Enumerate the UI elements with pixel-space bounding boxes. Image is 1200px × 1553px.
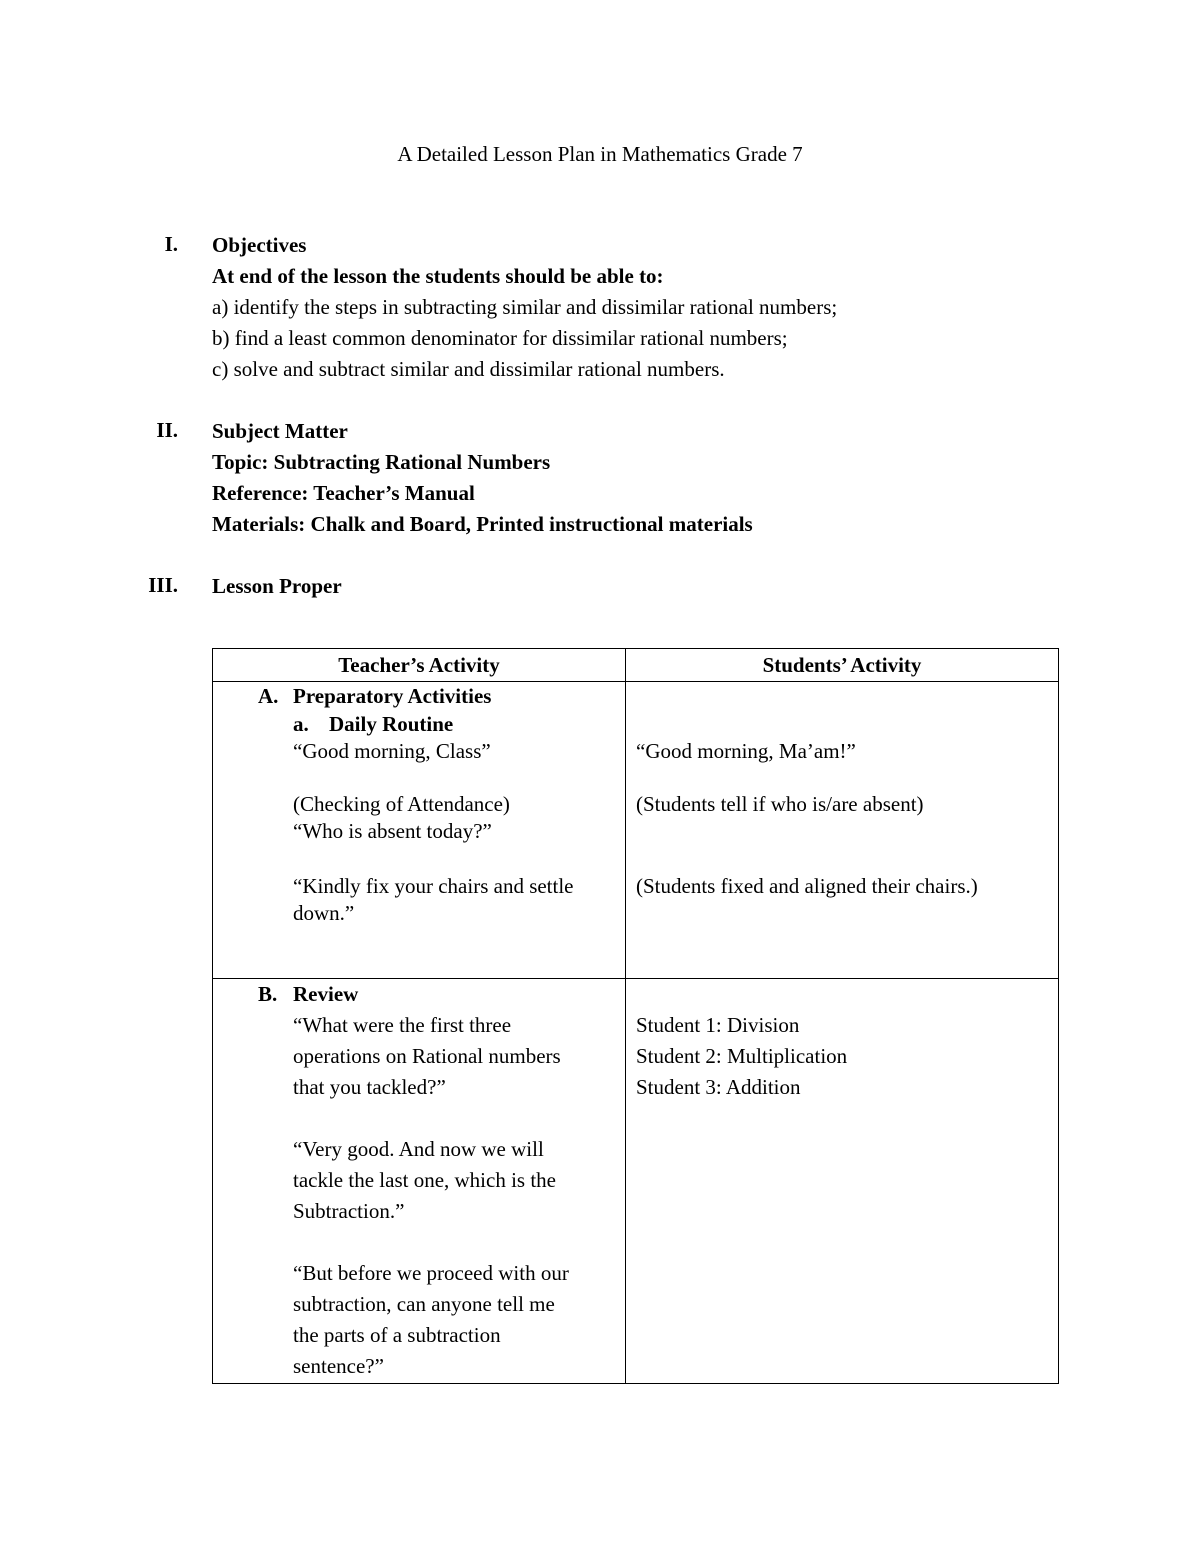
teacher-activity-header: Teacher’s Activity [213, 649, 626, 682]
objective-item: c) solve and subtract similar and dissimilar rational numbers. [212, 357, 725, 381]
objective-item: a) identify the steps in subtracting similar and dissimilar rational numbers; [212, 295, 838, 319]
students-activity-header: Students’ Activity [626, 649, 1059, 682]
review-teacher-line: the parts of a subtraction [293, 1323, 501, 1347]
lesson-proper-heading: Lesson Proper [212, 574, 342, 598]
materials-line: Materials: Chalk and Board, Printed instructional materials [212, 512, 753, 536]
daily-routine-label: a. [293, 712, 309, 736]
review-teacher-line: “What were the first three [293, 1013, 512, 1037]
section-a-label: A. [258, 684, 279, 708]
daily-routine-title: Daily Routine [329, 712, 454, 736]
topic-line: Topic: Subtracting Rational Numbers [212, 450, 551, 474]
review-teacher-line: subtraction, can anyone tell me [293, 1292, 555, 1316]
document-title: A Detailed Lesson Plan in Mathematics Grade 7 [397, 142, 803, 166]
objective-item: b) find a least common denominator for dissimilar rational numbers; [212, 326, 788, 350]
objectives-numeral: I. [164, 232, 178, 256]
review-teacher-line: tackle the last one, which is the [293, 1168, 557, 1192]
students-cell-review [626, 979, 1059, 1384]
teacher-absent-question: “Who is absent today?” [293, 819, 492, 843]
review-teacher-line: “Very good. And now we will [293, 1137, 544, 1161]
reference-line: Reference: Teacher’s Manual [212, 481, 475, 505]
teacher-cell-review [213, 979, 626, 1384]
subject-matter-numeral: II. [156, 418, 178, 442]
review-teacher-line: that you tackled?” [293, 1075, 446, 1099]
review-teacher-line: “But before we proceed with our [293, 1261, 569, 1285]
students-chairs: (Students fixed and aligned their chairs.) [636, 874, 978, 898]
teacher-greeting: “Good morning, Class” [293, 739, 491, 763]
teacher-attendance: (Checking of Attendance) [293, 792, 510, 816]
review-teacher-line: Subtraction.” [293, 1199, 405, 1223]
review-teacher-line: sentence?” [293, 1354, 384, 1378]
review-student-answer: Student 1: Division [636, 1013, 800, 1037]
section-a-title: Preparatory Activities [293, 684, 492, 708]
activity-table [212, 648, 1059, 1384]
teacher-cell-preparatory [213, 682, 626, 979]
section-b-label: B. [258, 982, 278, 1006]
objectives-heading: Objectives [212, 233, 307, 257]
table-header-row [213, 649, 1059, 682]
students-cell-preparatory [626, 682, 1059, 979]
review-student-answer: Student 3: Addition [636, 1075, 801, 1099]
review-student-answer: Student 2: Multiplication [636, 1044, 848, 1068]
students-absent: (Students tell if who is/are absent) [636, 792, 924, 816]
teacher-chairs-line: “Kindly fix your chairs and settle [293, 874, 574, 898]
table-row [213, 682, 1059, 979]
review-teacher-line: operations on Rational numbers [293, 1044, 561, 1068]
subject-matter-heading: Subject Matter [212, 419, 348, 443]
teacher-chairs-line: down.” [293, 901, 355, 925]
lesson-proper-numeral: III. [148, 573, 178, 597]
students-greeting: “Good morning, Ma’am!” [636, 739, 856, 763]
objectives-intro: At end of the lesson the students should be able to: [212, 264, 664, 288]
table-row [213, 979, 1059, 1384]
section-b-title: Review [293, 982, 359, 1006]
